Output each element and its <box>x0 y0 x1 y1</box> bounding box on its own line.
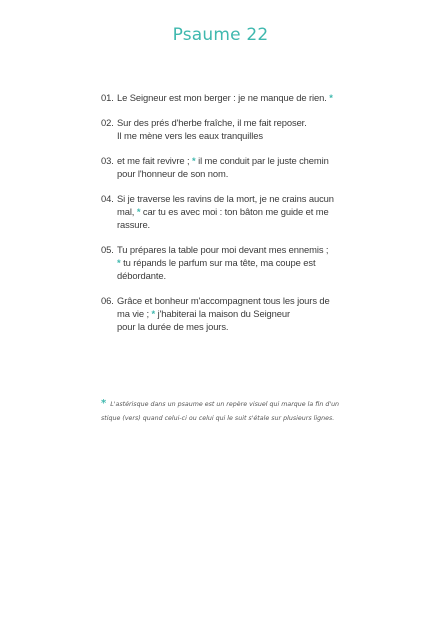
verse-text <box>117 243 363 283</box>
verse-line <box>117 205 363 218</box>
verse-line-text: Tu prépares la table pour moi devant mes ennemis ; <box>117 243 329 255</box>
verse-line <box>117 320 363 333</box>
verse-line-text: rassure. <box>117 218 151 230</box>
verse-line-text: Grâce et bonheur m'accompagnent tous les jours de <box>117 294 330 306</box>
footnote-line-1: L'astérisque dans un psaume est un repère visuel qui marque la fin d'un <box>110 401 340 408</box>
stique-asterisk: * <box>136 205 141 217</box>
verse-text <box>117 192 363 232</box>
page-title: Psaume 22 <box>172 25 269 45</box>
stique-asterisk: * <box>329 92 333 103</box>
verse-text <box>117 91 363 104</box>
verse <box>101 91 363 104</box>
verse-line-text: débordante. <box>117 270 166 282</box>
verse-line <box>117 154 363 167</box>
verse <box>101 294 363 334</box>
verse <box>101 192 363 232</box>
verse-line <box>117 307 363 320</box>
verse-line-text: Sur des prés d'herbe fraîche, il me fait reposer. <box>117 116 307 128</box>
verse-line-text: mal, <box>117 205 137 217</box>
verse-line <box>117 256 363 269</box>
verse <box>101 116 363 142</box>
verse-line <box>117 218 363 231</box>
psalm-verses <box>101 91 363 345</box>
verse-line-text: et me fait revivre ; <box>117 154 193 166</box>
verse-number: 02. <box>101 116 114 128</box>
footnote-line-2: stique (vers) quand celui-ci ou celui qui le suit s'étale sur plusieurs lignes. <box>101 415 335 422</box>
stique-asterisk: * <box>151 307 156 319</box>
stique-asterisk: * <box>117 256 121 268</box>
verse-line <box>117 167 363 180</box>
verse-number: 05. <box>101 243 114 255</box>
verse-line <box>117 243 363 256</box>
verse-number: 03. <box>101 154 114 166</box>
verse-line <box>117 116 363 129</box>
verse-line <box>117 269 363 282</box>
verse-line-text: j'habiterai la maison du Seigneur <box>155 307 291 319</box>
verse-number: 04. <box>101 192 114 204</box>
verse-line-text: Le Seigneur est mon berger : je ne manque de rien. <box>117 92 330 103</box>
verse-line <box>117 91 363 104</box>
verse <box>101 243 363 283</box>
verse-line-text: tu répands le parfum sur ma tête, ma coupe est <box>120 256 316 268</box>
verse-line-text: pour la durée de mes jours. <box>117 321 229 333</box>
verse-line-text: il me conduit par le juste chemin <box>195 154 329 166</box>
stique-asterisk: * <box>192 154 196 166</box>
verse-line <box>117 192 363 205</box>
verse-line-text: Il me mène vers les eaux tranquilles <box>117 129 263 141</box>
verse-line-text: pour l'honneur de son nom. <box>117 167 229 179</box>
verse-line-text: Si je traverse les ravins de la mort, je ne crains aucun <box>117 192 334 204</box>
footnote-asterisk: * <box>101 398 107 409</box>
verse-number: 01. <box>101 92 114 103</box>
footnote <box>101 397 359 426</box>
verse-line-text: car tu es avec moi : ton bâton me guide et me <box>140 205 329 217</box>
verse-line-text: ma vie ; <box>117 307 152 319</box>
verse-text <box>117 294 363 334</box>
verse-line <box>117 129 363 142</box>
verse <box>101 154 363 180</box>
verse-text <box>117 154 363 180</box>
verse-text <box>117 116 363 142</box>
verse-number: 06. <box>101 294 114 306</box>
verse-line <box>117 294 363 307</box>
